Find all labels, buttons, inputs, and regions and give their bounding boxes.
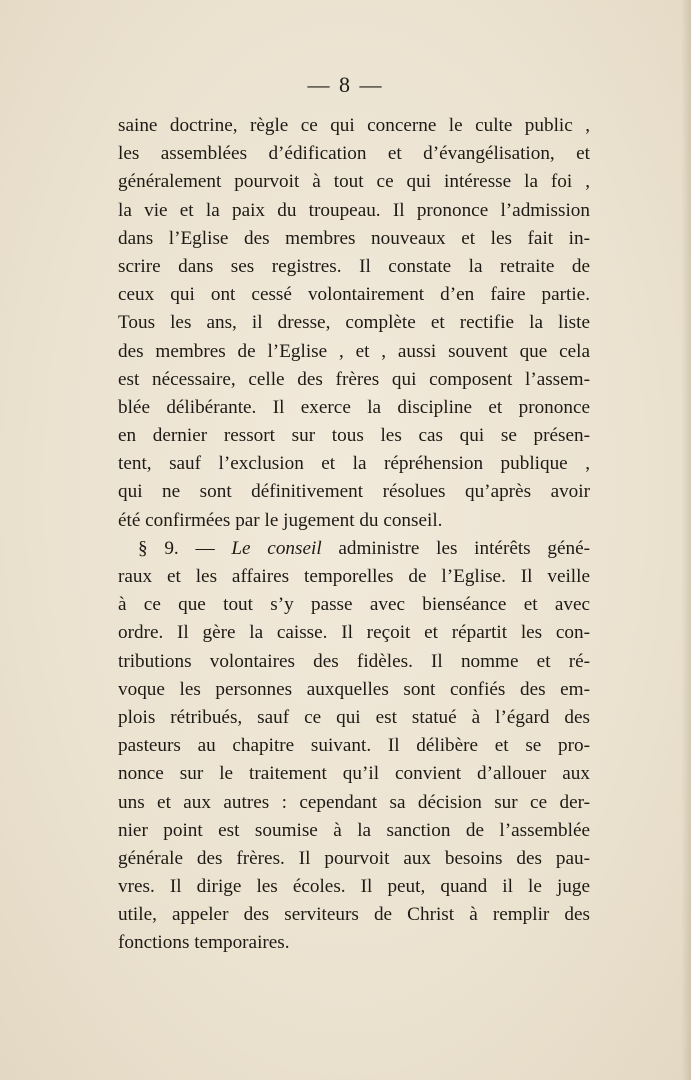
text-line: ceux qui ont cessé volontairement d’en faire partie.	[118, 284, 590, 306]
text-line: à ce que tout s’y passe avec bienséance et avec	[118, 594, 590, 616]
section-text: administre les intérêts géné-	[321, 537, 590, 559]
text-line: utile, appeler des serviteurs de Christ à remplir des	[118, 904, 590, 926]
text-line: générale des frères. Il pourvoit aux besoins des pau-	[118, 847, 590, 869]
text-line: en dernier ressort sur tous les cas qui se présen-	[118, 425, 590, 447]
section-9-heading-line	[118, 535, 590, 563]
text-line: tributions volontaires des fidèles. Il nomme et ré-	[118, 650, 590, 672]
text-line: est nécessaire, celle des frères qui composent l’assem-	[118, 368, 590, 390]
body-text	[118, 112, 590, 958]
text-line: pasteurs au chapitre suivant. Il délibère et se pro-	[118, 735, 590, 757]
text-line: ordre. Il gère la caisse. Il reçoit et répartit les con-	[118, 622, 590, 644]
text-line: nonce sur le traitement qu’il convient d’allouer aux	[118, 763, 590, 785]
text-line: plois rétribués, sauf ce qui est statué à l’égard des	[118, 706, 590, 728]
text-line: les assemblées d’édification et d’évangélisation, et	[118, 143, 590, 165]
section-subject: Le conseil	[231, 537, 322, 559]
text-line: raux et les affaires temporelles de l’Eglise. Il veille	[118, 566, 590, 587]
text-line: Tous les ans, il dresse, complète et rectifie la liste	[118, 312, 590, 334]
text-line: dans l’Eglise des membres nouveaux et les fait in-	[118, 227, 590, 249]
text-line: généralement pourvoit à tout ce qui intéresse la foi ,	[118, 171, 590, 193]
text-line: été confirmées par le jugement du conseil.	[118, 509, 443, 531]
text-line: scrire dans ses registres. Il constate la retraite de	[118, 255, 590, 277]
text-line: vres. Il dirige les écoles. Il peut, quand il le juge	[118, 876, 590, 898]
page-edge-shadow	[681, 0, 691, 1080]
text-line: nier point est soumise à la sanction de l’assemblée	[118, 819, 590, 841]
text-line: la vie et la paix du troupeau. Il prononce l’admission	[118, 199, 590, 221]
page-number: — 8 —	[307, 72, 384, 97]
text-line: fonctions temporaires.	[118, 932, 290, 954]
text-line: des membres de l’Eglise , et , aussi souvent que cela	[118, 340, 590, 362]
text-line: tent, sauf l’exclusion et la répréhension publique ,	[118, 453, 590, 475]
text-line: uns et aux autres : cependant sa décision sur ce der-	[118, 791, 590, 813]
text-line: saine doctrine, règle ce qui concerne le culte public ,	[118, 115, 590, 136]
text-line: voque les personnes auxquelles sont confiés des em-	[118, 678, 590, 700]
section-number: § 9. —	[138, 537, 232, 559]
text-line: blée délibérante. Il exerce la discipline et prononce	[118, 396, 590, 418]
text-line: qui ne sont définitivement résolues qu’après avoir	[118, 481, 590, 503]
